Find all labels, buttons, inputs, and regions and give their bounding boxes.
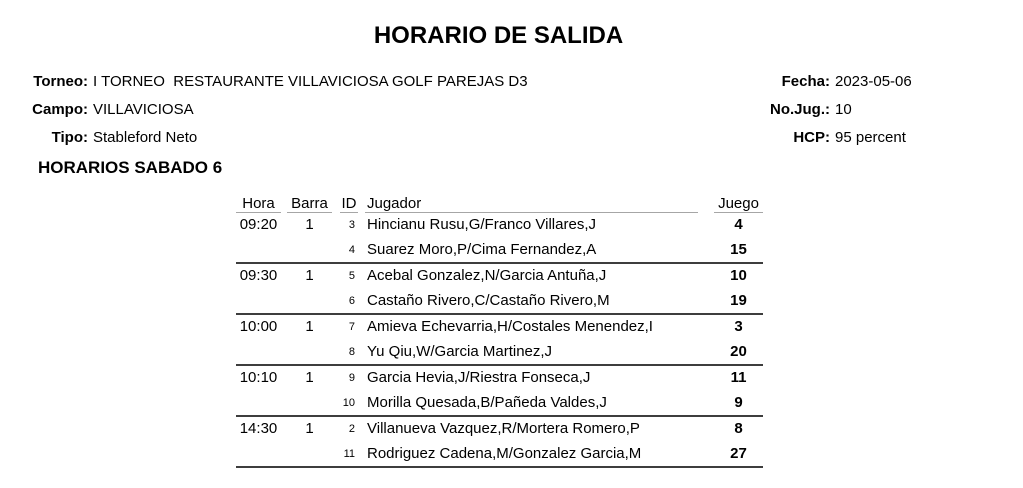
column-gap — [358, 417, 365, 442]
table-row — [236, 264, 763, 289]
nojug-value: 10 — [835, 101, 852, 118]
info-row-torneo — [0, 68, 528, 96]
cell-id: 11 — [343, 447, 355, 460]
cell-id: 4 — [348, 243, 355, 256]
page-title: HORARIO DE SALIDA — [373, 22, 624, 49]
tee-time-group — [236, 264, 763, 315]
table-row — [236, 289, 763, 314]
column-gap — [358, 366, 365, 391]
column-header-jugador: Jugador — [365, 195, 698, 213]
cell-juego: 15 — [730, 240, 747, 258]
cell-id: 10 — [342, 396, 355, 409]
tipo-label: Tipo: — [51, 129, 88, 146]
table-header-row — [236, 195, 763, 213]
table-row — [236, 442, 763, 467]
column-gap — [698, 238, 714, 263]
tee-time-group — [236, 366, 763, 417]
tournament-info-right — [640, 68, 912, 152]
cell-jugador: Amieva Echevarria,H/Costales Menendez,I — [367, 318, 653, 335]
cell-juego: 19 — [730, 291, 747, 309]
cell-hora — [236, 238, 281, 263]
column-gap — [358, 213, 365, 238]
cell-id: 2 — [348, 423, 355, 435]
table-row — [236, 366, 763, 391]
column-gap — [698, 315, 714, 340]
fecha-label: Fecha: — [781, 73, 830, 90]
cell-jugador: Suarez Moro,P/Cima Fernandez,A — [367, 240, 597, 258]
column-gap — [332, 238, 340, 263]
tipo-value: Stableford Neto — [93, 129, 198, 146]
table-row — [236, 391, 763, 416]
column-gap — [332, 391, 340, 416]
cell-barra: 1 — [305, 318, 314, 335]
cell-hora — [236, 442, 281, 467]
cell-id: 8 — [348, 345, 355, 358]
info-row-hcp — [640, 124, 912, 152]
column-gap — [332, 213, 340, 238]
column-gap — [698, 417, 714, 442]
nojug-label: No.Jug.: — [770, 101, 830, 118]
cell-barra — [287, 442, 332, 467]
column-gap — [332, 417, 340, 442]
cell-juego: 8 — [734, 420, 743, 437]
column-gap — [332, 315, 340, 340]
cell-jugador: Rodriguez Cadena,M/Gonzalez Garcia,M — [367, 444, 642, 462]
cell-id: 6 — [348, 294, 355, 307]
table-row — [236, 213, 763, 238]
hcp-label: HCP: — [793, 129, 830, 146]
column-gap — [358, 442, 365, 467]
column-gap — [358, 315, 365, 340]
torneo-label: Torneo: — [33, 73, 88, 90]
cell-hora — [236, 391, 281, 416]
cell-jugador: Acebal Gonzalez,N/Garcia Antuña,J — [367, 267, 607, 284]
column-gap — [358, 391, 365, 416]
cell-juego: 9 — [734, 393, 743, 411]
cell-jugador: Yu Qiu,W/Garcia Martinez,J — [367, 342, 553, 360]
info-row-nojug — [640, 96, 912, 124]
cell-jugador: Castaño Rivero,C/Castaño Rivero,M — [367, 291, 610, 309]
cell-hora — [236, 289, 281, 314]
campo-label: Campo: — [32, 101, 88, 118]
column-gap — [698, 264, 714, 289]
campo-value: VILLAVICIOSA — [93, 101, 194, 118]
cell-juego: 4 — [734, 216, 743, 233]
cell-hora — [236, 340, 281, 365]
table-row — [236, 315, 763, 340]
table-body — [236, 213, 763, 468]
cell-hora: 10:00 — [239, 318, 278, 335]
info-row-tipo — [0, 124, 528, 152]
column-header-hora: Hora — [236, 195, 281, 213]
info-row-campo — [0, 96, 528, 124]
column-gap — [332, 289, 340, 314]
column-gap — [698, 213, 714, 238]
cell-juego: 20 — [730, 342, 747, 360]
cell-hora: 09:30 — [239, 267, 278, 284]
tee-time-group — [236, 213, 763, 264]
column-gap — [358, 289, 365, 314]
column-gap — [698, 289, 714, 314]
column-gap — [332, 340, 340, 365]
cell-juego: 27 — [730, 444, 747, 462]
column-gap — [332, 366, 340, 391]
cell-jugador: Garcia Hevia,J/Riestra Fonseca,J — [367, 369, 591, 386]
column-gap — [332, 442, 340, 467]
torneo-value: I TORNEO RESTAURANTE VILLAVICIOSA GOLF PAREJAS D3 — [93, 73, 528, 90]
column-header-juego: Juego — [714, 195, 763, 213]
cell-jugador: Hincianu Rusu,G/Franco Villares,J — [367, 216, 596, 233]
column-header-barra: Barra — [287, 195, 332, 213]
tournament-info-left — [0, 68, 528, 152]
column-gap — [698, 340, 714, 365]
cell-hora: 10:10 — [239, 369, 278, 386]
schedule-table — [236, 195, 763, 468]
cell-barra — [287, 238, 332, 263]
cell-juego: 11 — [730, 369, 747, 386]
cell-hora: 14:30 — [239, 420, 278, 437]
cell-id: 5 — [348, 270, 355, 282]
cell-barra — [287, 289, 332, 314]
fecha-value: 2023-05-06 — [835, 73, 912, 90]
info-row-fecha — [640, 68, 912, 96]
cell-hora: 09:20 — [239, 216, 278, 233]
cell-barra: 1 — [305, 267, 314, 284]
column-header-id: ID — [341, 195, 357, 212]
table-row — [236, 417, 763, 442]
cell-barra — [287, 391, 332, 416]
cell-id: 7 — [348, 321, 355, 333]
column-gap — [358, 340, 365, 365]
table-row — [236, 238, 763, 263]
cell-juego: 10 — [730, 267, 747, 284]
column-gap — [332, 264, 340, 289]
column-gap — [698, 442, 714, 467]
cell-id: 3 — [348, 219, 355, 231]
column-gap — [358, 238, 365, 263]
cell-id: 9 — [348, 372, 355, 384]
column-gap — [358, 264, 365, 289]
cell-barra: 1 — [305, 216, 314, 233]
cell-barra: 1 — [305, 369, 314, 386]
table-row — [236, 340, 763, 365]
cell-barra — [287, 340, 332, 365]
tee-time-group — [236, 315, 763, 366]
cell-juego: 3 — [734, 318, 743, 335]
column-gap — [698, 391, 714, 416]
cell-jugador: Villanueva Vazquez,R/Mortera Romero,P — [367, 420, 640, 437]
hcp-value: 95 percent — [835, 129, 906, 146]
section-title: HORARIOS SABADO 6 — [38, 158, 223, 177]
cell-barra: 1 — [305, 420, 314, 437]
column-gap — [698, 366, 714, 391]
tee-time-group — [236, 417, 763, 468]
cell-jugador: Morilla Quesada,B/Pañeda Valdes,J — [367, 393, 607, 411]
